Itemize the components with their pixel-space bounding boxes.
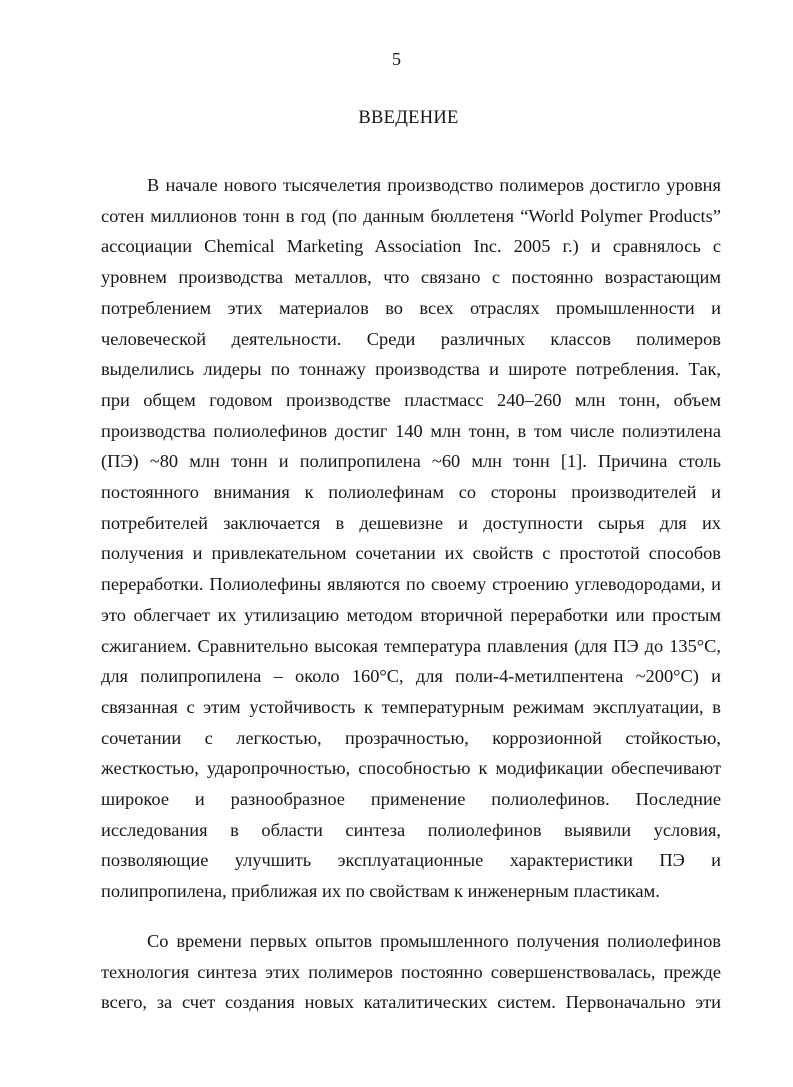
- text-line: позволяющие улучшить эксплуатационные характеристики ПЭ и: [101, 850, 721, 871]
- text-line: человеческой деятельности. Среди различных классов полимеров: [101, 328, 721, 349]
- section-heading: ВВЕДЕНИЕ: [358, 108, 459, 128]
- text-line: полипропилена, приближая их по свойствам к инженерным пластикам.: [101, 881, 660, 902]
- text-line: переработки. Полиолефины являются по своему строению углеводородами, и: [101, 574, 721, 595]
- text-line: ассоциации Chemical Marketing Association Inc. 2005 г.) и сравнялось с: [101, 236, 721, 257]
- text-line: производства полиолефинов достиг 140 млн тонн, в том числе полиэтилена: [101, 420, 721, 441]
- text-line: получения и привлекательном сочетании их свойств с простотой способов: [101, 543, 721, 564]
- text-line: сочетании с легкостью, прозрачностью, коррозионной стойкостью,: [101, 727, 721, 748]
- text-line: постоянного внимания к полиолефинам со стороны производителей и: [101, 482, 721, 503]
- text-line: сотен миллионов тонн в год (по данным бюллетеня “World Polymer Products”: [101, 205, 721, 226]
- text-line: связанная с этим устойчивость к температурным режимам эксплуатации, в: [101, 696, 721, 717]
- text-line: потреблением этих материалов во всех отраслях промышленности и: [101, 297, 721, 318]
- text-line: жесткостью, ударопрочностью, способностью к модификации обеспечивают: [101, 758, 721, 779]
- text-line: всего, за счет создания новых каталитических систем. Первоначально эти: [101, 992, 721, 1013]
- page-number: 5: [392, 49, 401, 69]
- text-line: В начале нового тысячелетия производство полимеров достигло уровня: [147, 175, 721, 195]
- text-line: для полипропилена – около 160°С, для поли-4-метилпентена ~200°С) и: [101, 666, 721, 687]
- text-line: при общем годовом производстве пластмасс 240–260 млн тонн, объем: [101, 389, 721, 410]
- text-line: (ПЭ) ~80 млн тонн и полипропилена ~60 млн тонн [1]. Причина столь: [101, 451, 721, 472]
- text-line: это облегчает их утилизацию методом вторичной переработки или простым: [101, 604, 721, 625]
- text-line: исследования в области синтеза полиолефинов выявили условия,: [101, 819, 721, 840]
- text-line: выделились лидеры по тоннажу производства и широте потребления. Так,: [101, 359, 721, 380]
- text-line: уровнем производства металлов, что связано с постоянно возрастающим: [101, 267, 721, 288]
- paragraph-2: [101, 926, 721, 1018]
- text-line: технология синтеза этих полимеров постоянно совершенствовалась, прежде: [101, 961, 721, 982]
- paragraph-1: [101, 170, 721, 907]
- text-line: Со времени первых опытов промышленного получения полиолефинов: [147, 931, 721, 951]
- text-line: потребителей заключается в дешевизне и доступности сырья для их: [101, 512, 721, 533]
- text-line: сжиганием. Сравнительно высокая температура плавления (для ПЭ до 135°С,: [101, 635, 721, 656]
- text-line: широкое и разнообразное применение полиолефинов. Последние: [101, 789, 721, 810]
